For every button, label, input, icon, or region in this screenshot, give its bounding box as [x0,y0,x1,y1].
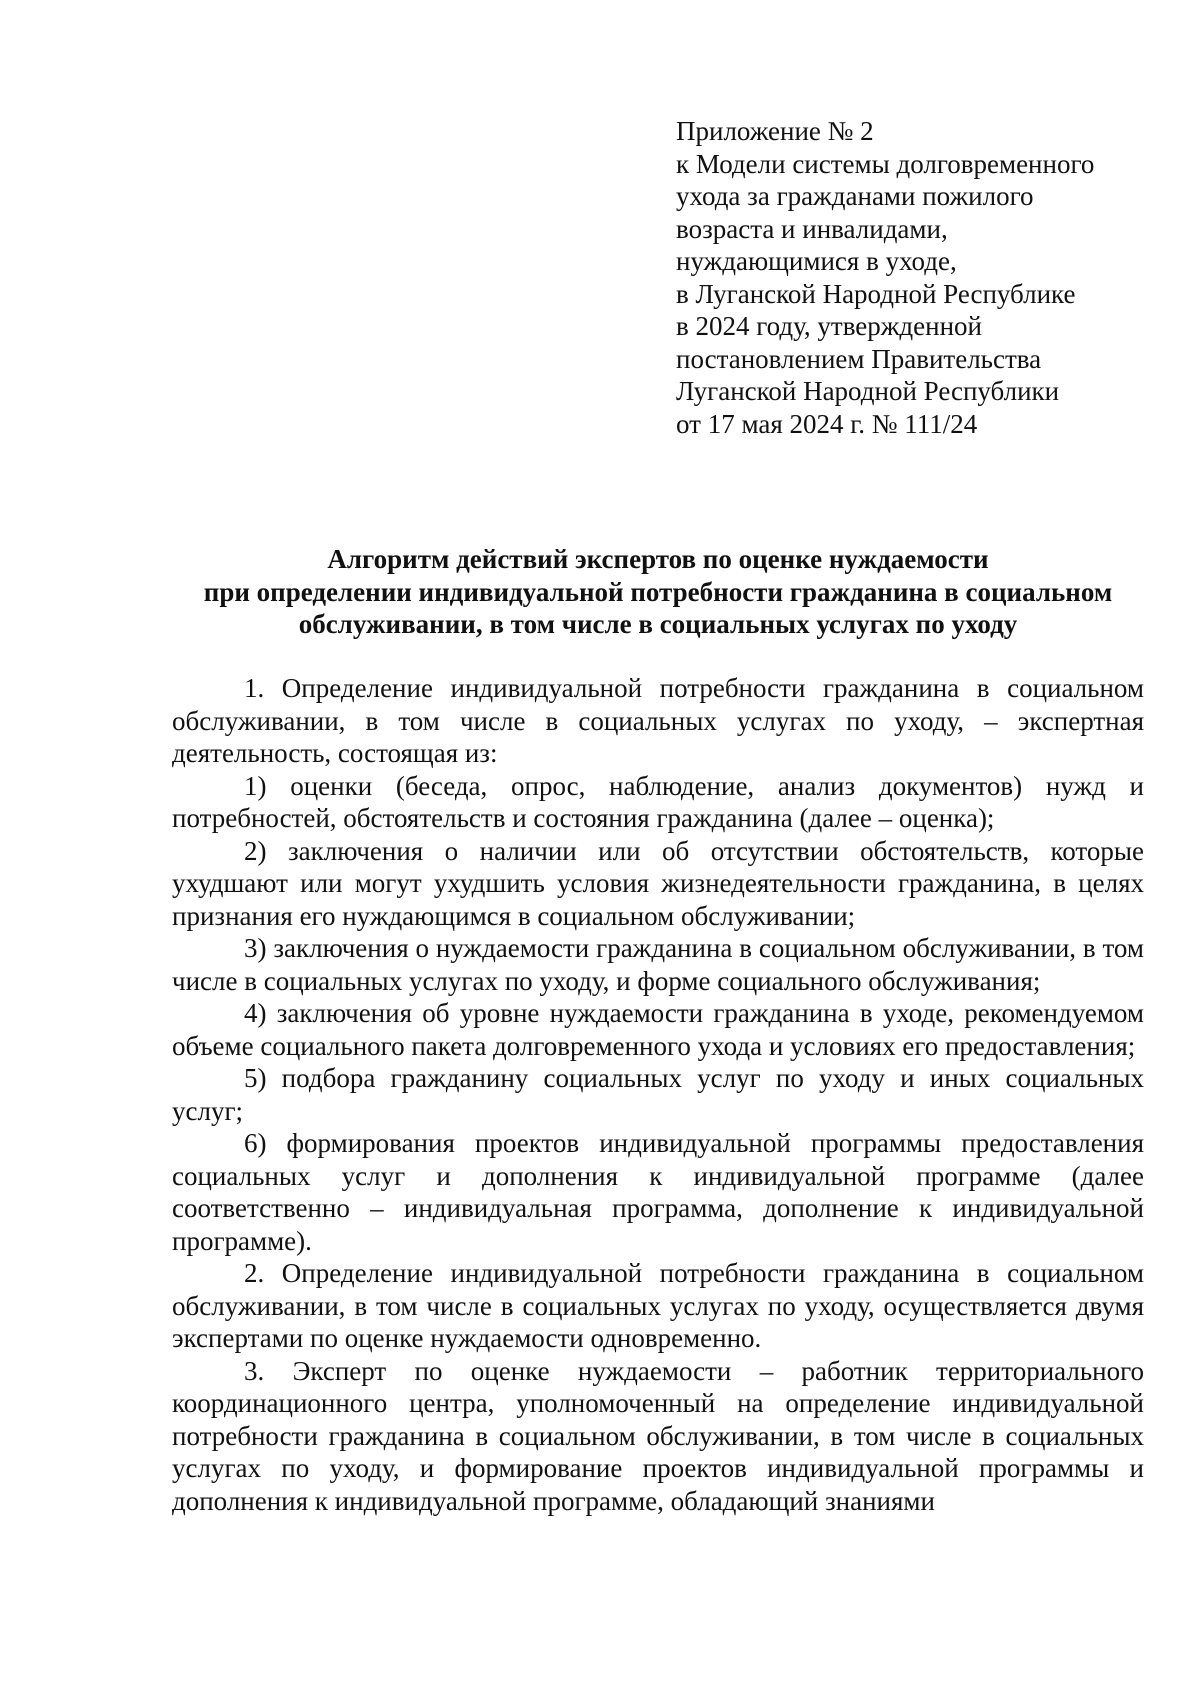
appendix-line: в 2024 году, утвержденной [676,311,983,341]
appendix-line: Приложение № 2 [676,116,874,146]
list-item-2: 2) заключения о наличии или об отсутствии обстоятельств, которые ухудшают или могут ухудшить условия жизнедеятельности гражданина, в целях признания его нуждающимся в социальном обслуживании; [172,835,1144,931]
appendix-header [676,115,1156,440]
appendix-line: ухода за гражданами пожилого [676,181,1034,211]
list-item-1: 1) оценки (беседа, опрос, наблюдение, анализ документов) нужд и потребностей, обстоятельств и состояния гражданина (далее – оценка); [172,770,1144,833]
paragraph-2: 2. Определение индивидуальной потребности гражданина в социальном обслуживании, в том числе в социальных услугах по уходу, осуществляется двумя экспертами по оценке нуждаемости одновременно. [172,1258,1144,1353]
title-line: при определении индивидуальной потребности гражданина в социальном [203,576,1113,607]
list-item-3: 3) заключения о нуждаемости гражданина в социальном обслуживании, в том числе в социальных услугах по уходу, и форме социального обслуживания; [172,933,1144,996]
list-item-6: 6) формирования проектов индивидуальной программы предоставления социальных услуг и дополнения к индивидуальной программе (далее соответственно – индивидуальная программа, дополнение к индивидуальной программе). [172,1128,1144,1256]
appendix-line: постановлением Правительства [676,343,1042,374]
document-title [172,543,1144,641]
appendix-line: возраста и инвалидами, [676,213,948,244]
document-body [172,672,1144,1517]
paragraph-1: 1. Определение индивидуальной потребности гражданина в социальном обслуживании, в том числе в социальных услугах по уходу, – экспертная деятельность, состоящая из: [172,673,1144,768]
appendix-line: Луганской Народной Республики [676,376,1060,406]
appendix-line: к Модели системы долговременного [676,148,1095,179]
appendix-line: в Луганской Народной Республике [676,278,1076,309]
appendix-line: от 17 мая 2024 г. № 111/24 [676,408,978,439]
list-item-4: 4) заключения об уровне нуждаемости гражданина в уходе, рекомендуемом объеме социального пакета долговременного ухода и условиях его предоставления; [172,998,1144,1061]
title-line: обслуживании, в том числе в социальных услугах по уходу [298,609,1018,639]
list-item-5: 5) подбора гражданину социальных услуг по уходу и иных социальных услуг; [172,1063,1144,1126]
title-line: Алгоритм действий экспертов по оценке нуждаемости [327,544,989,574]
appendix-line: нуждающимися в уходе, [676,246,957,276]
paragraph-3: 3. Эксперт по оценке нуждаемости – работник территориального координационного центра, уполномоченный на определение индивидуальной потребности гражданина в социальном обслуживании, в том числе в социальных услугах по уходу, и формирование проектов индивидуальной программы и дополнения к индивидуальной программе, обладающий знаниями [172,1355,1144,1516]
